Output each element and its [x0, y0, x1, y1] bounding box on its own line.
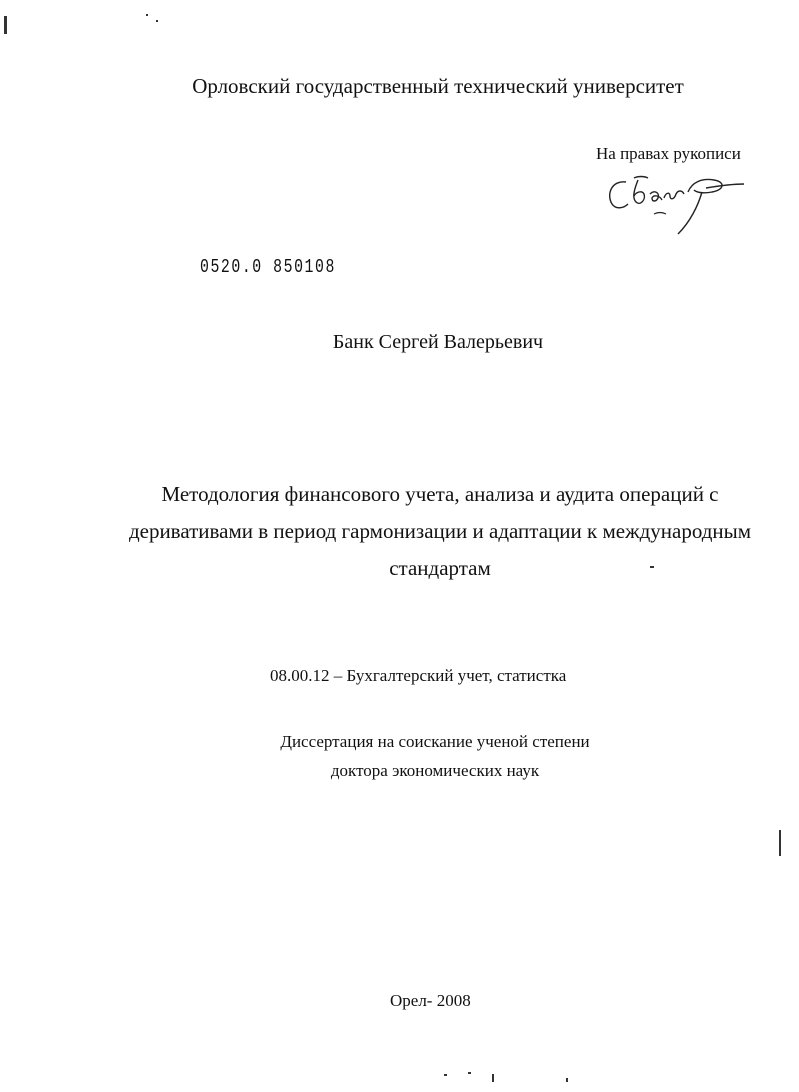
handwritten-signature	[604, 170, 754, 240]
scan-speck	[650, 566, 654, 568]
degree-line: доктора экономических наук	[330, 761, 540, 780]
scan-speck	[779, 830, 781, 856]
degree-line: Диссертация на соискание ученой степени	[280, 732, 590, 751]
scan-speck	[566, 1078, 568, 1082]
author-name: Банк Сергей Валерьевич	[332, 331, 544, 353]
dissertation-title	[120, 476, 760, 587]
registration-number: 0520.0 850108	[200, 256, 336, 278]
city-year: Орел- 2008	[390, 991, 471, 1010]
scan-speck	[492, 1074, 494, 1082]
scan-speck	[146, 14, 148, 16]
scan-speck	[444, 1074, 447, 1076]
scan-speck	[156, 20, 158, 22]
scan-speck	[4, 16, 7, 34]
title-line: Методология финансового учета, анализа и аудита операций с	[161, 482, 719, 506]
scan-speck	[468, 1072, 471, 1074]
degree-statement	[240, 727, 630, 785]
title-line: деривативами в период гармонизации и адаптации к международным	[128, 519, 752, 543]
title-line: стандартам	[389, 556, 491, 580]
university-name: Орловский государственный технический университет	[192, 74, 684, 98]
specialty-code: 08.00.12 – Бухгалтерский учет, статистка	[270, 666, 567, 685]
rights-note: На правах рукописи	[596, 144, 741, 163]
